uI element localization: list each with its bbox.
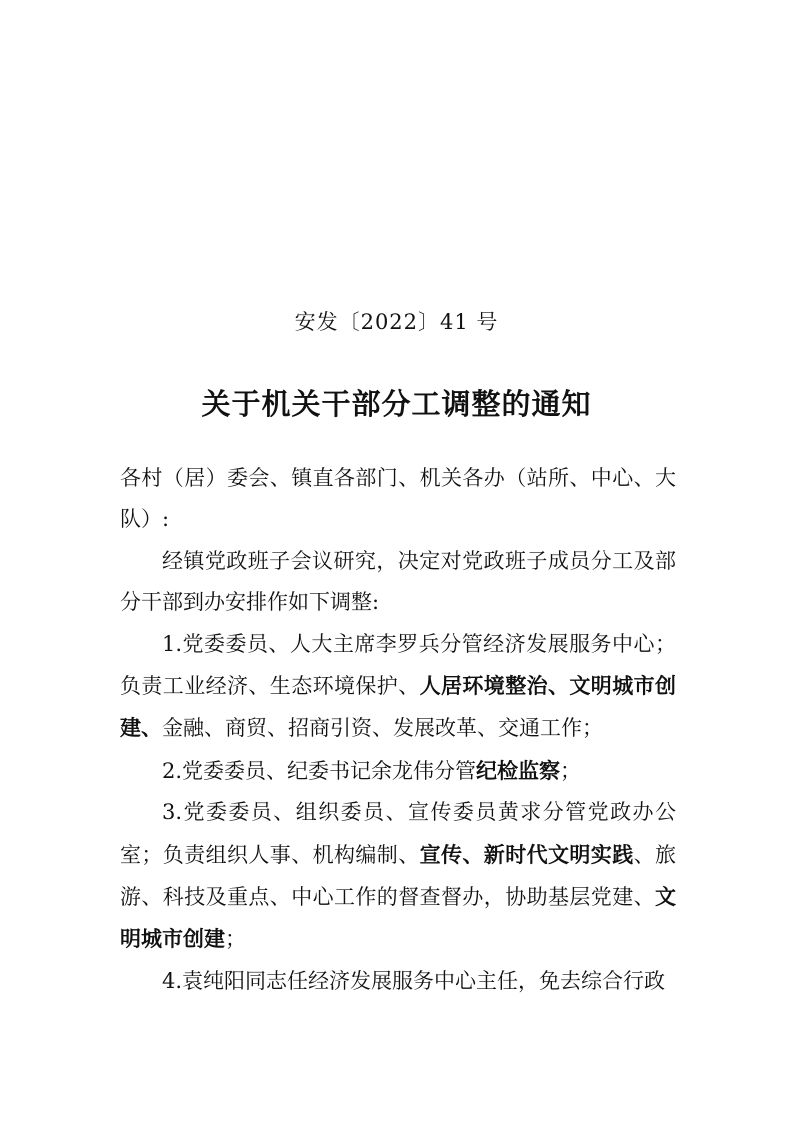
text-segment: ；	[225, 927, 246, 952]
document-number: 安发〔2022〕41 号	[294, 310, 499, 334]
emphasis-segment: 纪检监察	[476, 757, 561, 783]
text-segment: 3.党委委员、组织委员、宣传委员黄求分管党政办公室；负责组织人事、机构编制、	[120, 800, 676, 867]
text-segment: 1.党委委员、人大主席李罗兵分管经济发展服务中心；负责工业经济、生态环境保护、	[120, 631, 676, 699]
item-paragraph-2	[120, 750, 676, 792]
document-body	[120, 458, 676, 1002]
item-paragraph-4	[120, 961, 676, 1002]
salutation: 各村（居）委会、镇直各部门、机关各办（站所、中心、大队）:	[120, 466, 676, 532]
text-segment: 4.袁纯阳同志任经济发展服务中心主任，免去综合行政	[162, 968, 666, 993]
item-paragraph-3	[120, 792, 676, 961]
intro-paragraph: 经镇党政班子会议研究，决定对党政班子成员分工及部分干部到办安排作如下调整:	[120, 548, 676, 615]
text-segment: 、旅游、科技及重点、中心工作的督查督办，协助基层党建、	[120, 842, 677, 910]
emphasis-segment: 人居环境整治、文明城市创建、	[120, 673, 677, 741]
text-segment: ；	[560, 758, 582, 783]
emphasis-segment: 文明城市创建	[120, 884, 676, 952]
emphasis-segment: 宣传、新时代文明实践	[419, 841, 634, 867]
text-segment: 2.党委委员、纪委书记余龙伟分管	[162, 758, 477, 783]
item-paragraph-1	[120, 624, 676, 750]
document-title: 关于机关干部分工调整的通知	[201, 387, 592, 421]
text-segment: 金融、商贸、招商引资、发展改革、交通工作；	[162, 716, 603, 741]
